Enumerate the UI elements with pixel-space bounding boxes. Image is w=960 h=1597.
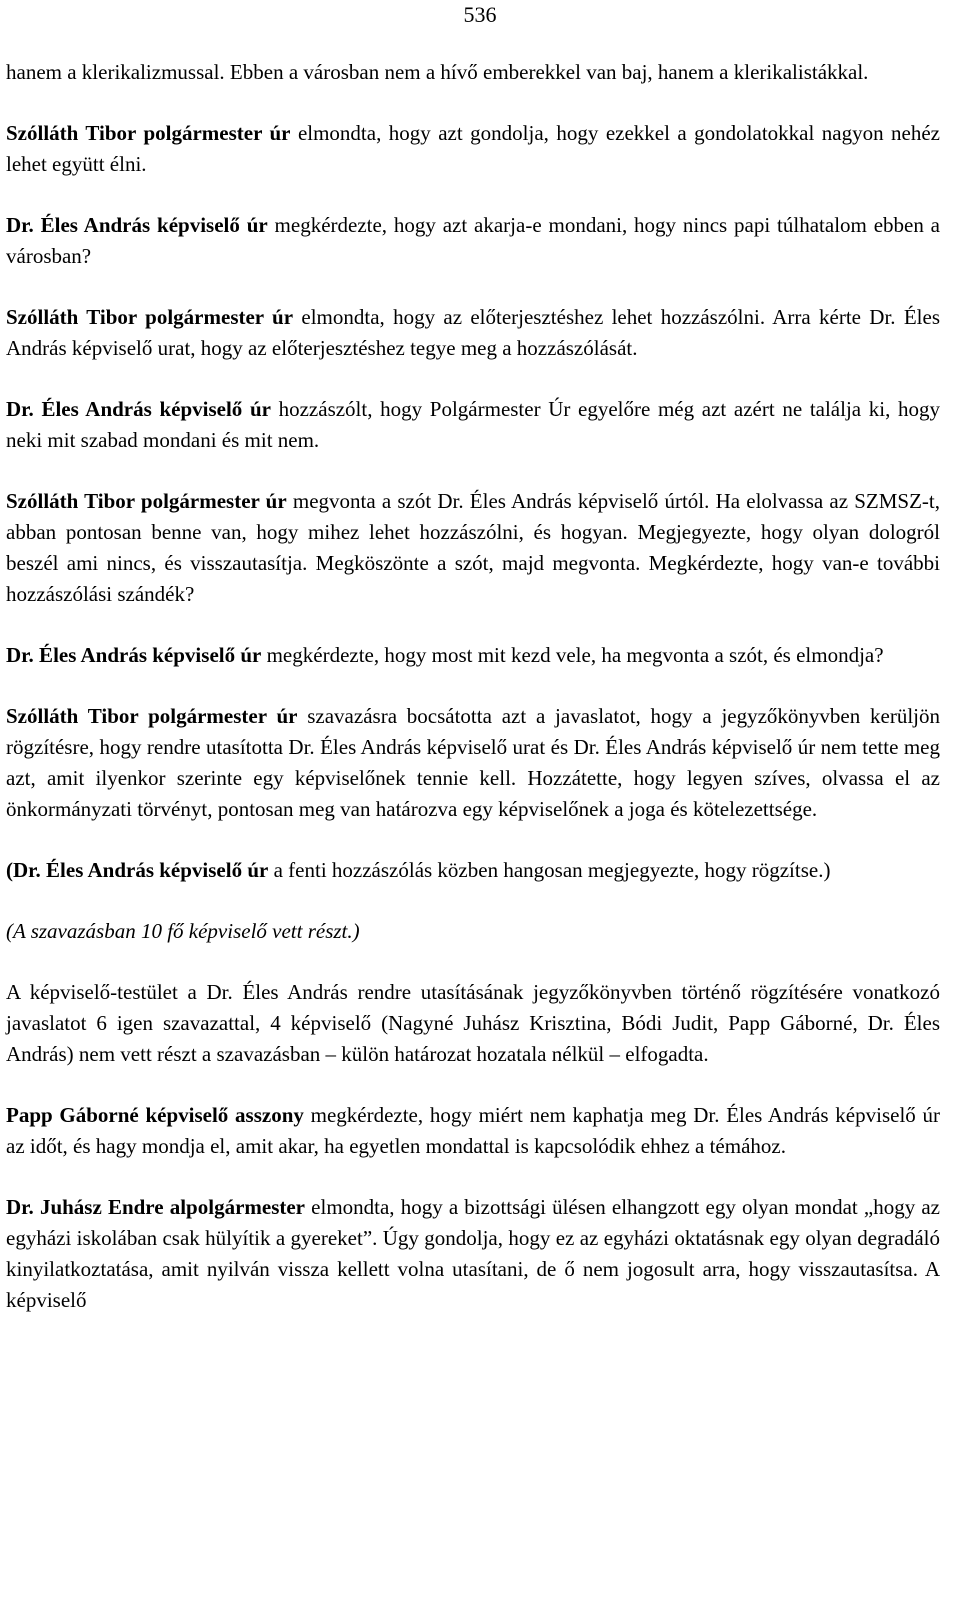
paragraph [6, 394, 940, 456]
paragraph [6, 1192, 940, 1316]
paragraph-text: megkérdezte, hogy azt akarja-e mondani, hogy nincs papi túlhatalom ebben a városban? [6, 213, 940, 268]
paragraph [6, 977, 940, 1070]
speaker-name: Papp Gáborné képviselő asszony [6, 1103, 304, 1127]
paragraph-text: elmondta, hogy a bizottsági ülésen elhangzott egy olyan mondat „hogy az egyházi iskolában csak hülyítik a gyereket”. Úgy gondolja, hogy ez az egyházi oktatásnak egy olyan degradáló kinyilatkoztatása, amit nyilván vissza kellett volna utasítani, de ő nem jogosult arra, hogy visszautasítsa. A képviselő [6, 1195, 940, 1312]
paragraph [6, 640, 940, 671]
paragraph [6, 855, 940, 886]
paragraph-text: hozzászólt, hogy Polgármester Úr egyelőre még azt azért ne találja ki, hogy neki mit szabad mondani és mit nem. [6, 397, 940, 452]
page-number: 536 [463, 2, 497, 27]
paragraph-text: megkérdezte, hogy miért nem kaphatja meg Dr. Éles András képviselő úr az időt, és hagy mondja el, amit akar, ha egyetlen mondattal is kapcsolódik ehhez a témához. [6, 1103, 940, 1158]
paragraph-text: megkérdezte, hogy most mit kezd vele, ha megvonta a szót, és elmondja? [261, 643, 884, 667]
paragraph-text: a fenti hozzászólás közben hangosan megjegyezte, hogy rögzítse.) [268, 858, 831, 882]
speaker-name: Szólláth Tibor polgármester úr [6, 489, 287, 513]
speaker-name: Dr. Éles András képviselő úr [6, 397, 271, 421]
paragraph [6, 210, 940, 272]
speaker-name: (Dr. Éles András képviselő úr [6, 858, 269, 882]
paragraph-text: A képviselő-testület a Dr. Éles András rendre utasításának jegyzőkönyvben történő rögzítésére vonatkozó javaslatot 6 igen szavazattal, 4 képviselő (Nagyné Juhász Krisztina, Bódi Judit, Papp Gáborné, Dr. Éles András) nem vett részt a szavazásban – külön határozat hozatala nélkül – elfogadta. [6, 980, 940, 1066]
paragraph [6, 1100, 940, 1162]
speaker-name: Szólláth Tibor polgármester úr [6, 121, 291, 145]
speaker-name: Dr. Juhász Endre alpolgármester [6, 1195, 306, 1219]
speaker-name: Szólláth Tibor polgármester úr [6, 305, 294, 329]
paragraph [6, 302, 940, 364]
speaker-name: Szólláth Tibor polgármester úr [6, 704, 298, 728]
paragraph [6, 118, 940, 180]
paragraph-text: elmondta, hogy az előterjesztéshez lehet hozzászólni. Arra kérte Dr. Éles András képviselő urat, hogy az előterjesztéshez tegye meg a hozzászólását. [6, 305, 940, 360]
paragraph-text: megvonta a szót Dr. Éles András képviselő úrtól. Ha elolvassa az SZMSZ-t, abban pontosan benne van, hogy mihez lehet hozzászólni, és hogyan. Megjegyezte, hogy olyan dologról beszél ami nincs, és visszautasítja. Megköszönte a szót, majd megvonta. Megkérdezte, hogy van-e további hozzászólási szándék? [6, 489, 940, 606]
paragraph [6, 486, 940, 610]
paragraph [6, 701, 940, 825]
paragraph [6, 916, 940, 947]
paragraph-text: szavazásra bocsátotta azt a javaslatot, hogy a jegyzőkönyvben kerüljön rögzítésre, hogy rendre utasította Dr. Éles András képviselő urat és Dr. Éles András képviselő úr nem tette meg azt, amit ilyenkor szerinte egy képviselőnek tennie kell. Hozzátette, hogy legyen szíves, olvassa el az önkormányzati törvényt, pontosan meg van határozva egy képviselőnek a joga és kötelezettsége. [6, 704, 940, 821]
paragraph [6, 57, 940, 88]
speaker-name: Dr. Éles András képviselő úr [6, 643, 262, 667]
paragraph-text: elmondta, hogy azt gondolja, hogy ezekkel a gondolatokkal nagyon nehéz lehet együtt élni. [6, 121, 940, 176]
italic-note: (A szavazásban 10 fő képviselő vett részt.) [6, 919, 360, 943]
speaker-name: Dr. Éles András képviselő úr [6, 213, 268, 237]
paragraph-text: hanem a klerikalizmussal. Ebben a városban nem a hívő emberekkel van baj, hanem a klerikalistákkal. [6, 60, 869, 84]
document-body [6, 57, 940, 1346]
